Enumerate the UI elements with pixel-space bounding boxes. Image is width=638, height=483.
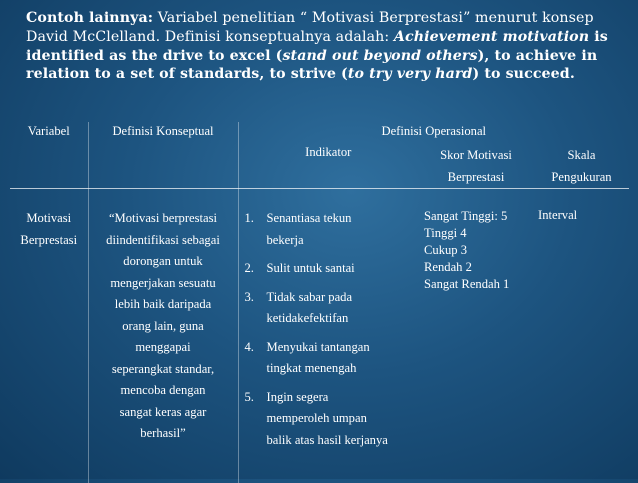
indikator-number: 5. (239, 387, 267, 452)
skor-item: Sangat Tinggi: 5 (424, 208, 534, 225)
list-item (239, 387, 419, 452)
header-skala-line2: Pengukuran (534, 167, 629, 189)
list-item (239, 258, 419, 280)
header-skor-line2: Berprestasi (418, 167, 534, 189)
skor-item: Rendah 2 (424, 259, 534, 276)
indikator-text: tingkat menengah (267, 358, 419, 380)
skor-item: Cukup 3 (424, 242, 534, 259)
indikator-number: 2. (239, 258, 267, 280)
header-variabel: Variabel (10, 122, 88, 189)
cell-variabel (10, 189, 88, 483)
definisi-line: menggapai (89, 337, 238, 359)
definition-italic-2: to try very hard (348, 66, 473, 82)
definisi-line: “Motivasi berprestasi (89, 208, 238, 230)
definisi-line: orang lain, guna (89, 316, 238, 338)
definisi-line: mencoba dengan (89, 380, 238, 402)
indikator-text: ketidakefektifan (267, 308, 419, 330)
indikator-text: Menyukai tantangan (267, 337, 419, 359)
definition-part-1: is identified as the drive to excel ( (26, 29, 608, 64)
skor-item: Sangat Rendah 1 (424, 276, 534, 293)
definisi-line: seperangkat standar, (89, 359, 238, 381)
cell-skala: Interval (534, 189, 629, 483)
header-skor-line1: Skor Motivasi (418, 145, 534, 167)
indikator-text: Sulit untuk santai (267, 258, 419, 280)
definition-part-3: ) to succeed. (472, 66, 574, 82)
list-item (239, 337, 419, 380)
definition-term: Achievement motivation (394, 29, 589, 45)
indikator-text: Senantiasa tekun (267, 208, 419, 230)
indikator-text: Ingin segera (267, 387, 419, 409)
list-item (239, 208, 419, 251)
header-skor (418, 145, 534, 189)
intro-lead: Contoh lainnya: (26, 10, 153, 26)
variabel-line1: Motivasi (10, 208, 88, 230)
header-indikator: Indikator (238, 145, 418, 189)
definisi-line: dorongan untuk (89, 251, 238, 273)
indikator-text: memperoleh umpan (267, 408, 419, 430)
skor-item: Tinggi 4 (424, 225, 534, 242)
header-row-1 (10, 122, 629, 145)
cell-skor (418, 189, 534, 483)
header-skala (534, 145, 629, 189)
definition-italic-1: stand out beyond others (282, 48, 477, 64)
variabel-line2: Berprestasi (10, 230, 88, 252)
header-definisi-operasional: Definisi Operasional (238, 122, 629, 145)
operational-definition-table (10, 122, 629, 483)
intro-text: Variabel penelitian “ Motivasi Berprestasi” menurut konsep David McClelland. Definisi konseptualnya adalah: (26, 10, 594, 45)
intro-paragraph (26, 9, 626, 84)
definisi-line: sangat keras agar (89, 402, 238, 424)
definisi-line: diindentifikasi sebagai (89, 230, 238, 252)
cell-definisi-konseptual (88, 189, 238, 483)
indikator-number: 3. (239, 287, 267, 330)
definisi-line: mengerjakan sesuatu (89, 273, 238, 295)
definition-part-2: ), to achieve in relation to a set of standards, to strive ( (26, 48, 597, 83)
list-item (239, 287, 419, 330)
definisi-line: lebih baik daripada (89, 294, 238, 316)
table-row (10, 189, 629, 483)
indikator-text: bekerja (267, 230, 419, 252)
header-skala-line1: Skala (534, 145, 629, 167)
indikator-list (239, 208, 419, 451)
indikator-number: 4. (239, 337, 267, 380)
indikator-text: balik atas hasil kerjanya (267, 430, 419, 452)
indikator-text: Tidak sabar pada (267, 287, 419, 309)
header-definisi-konseptual: Definisi Konseptual (88, 122, 238, 189)
cell-indikator (238, 189, 418, 483)
indikator-number: 1. (239, 208, 267, 251)
definisi-line: berhasil” (89, 423, 238, 445)
